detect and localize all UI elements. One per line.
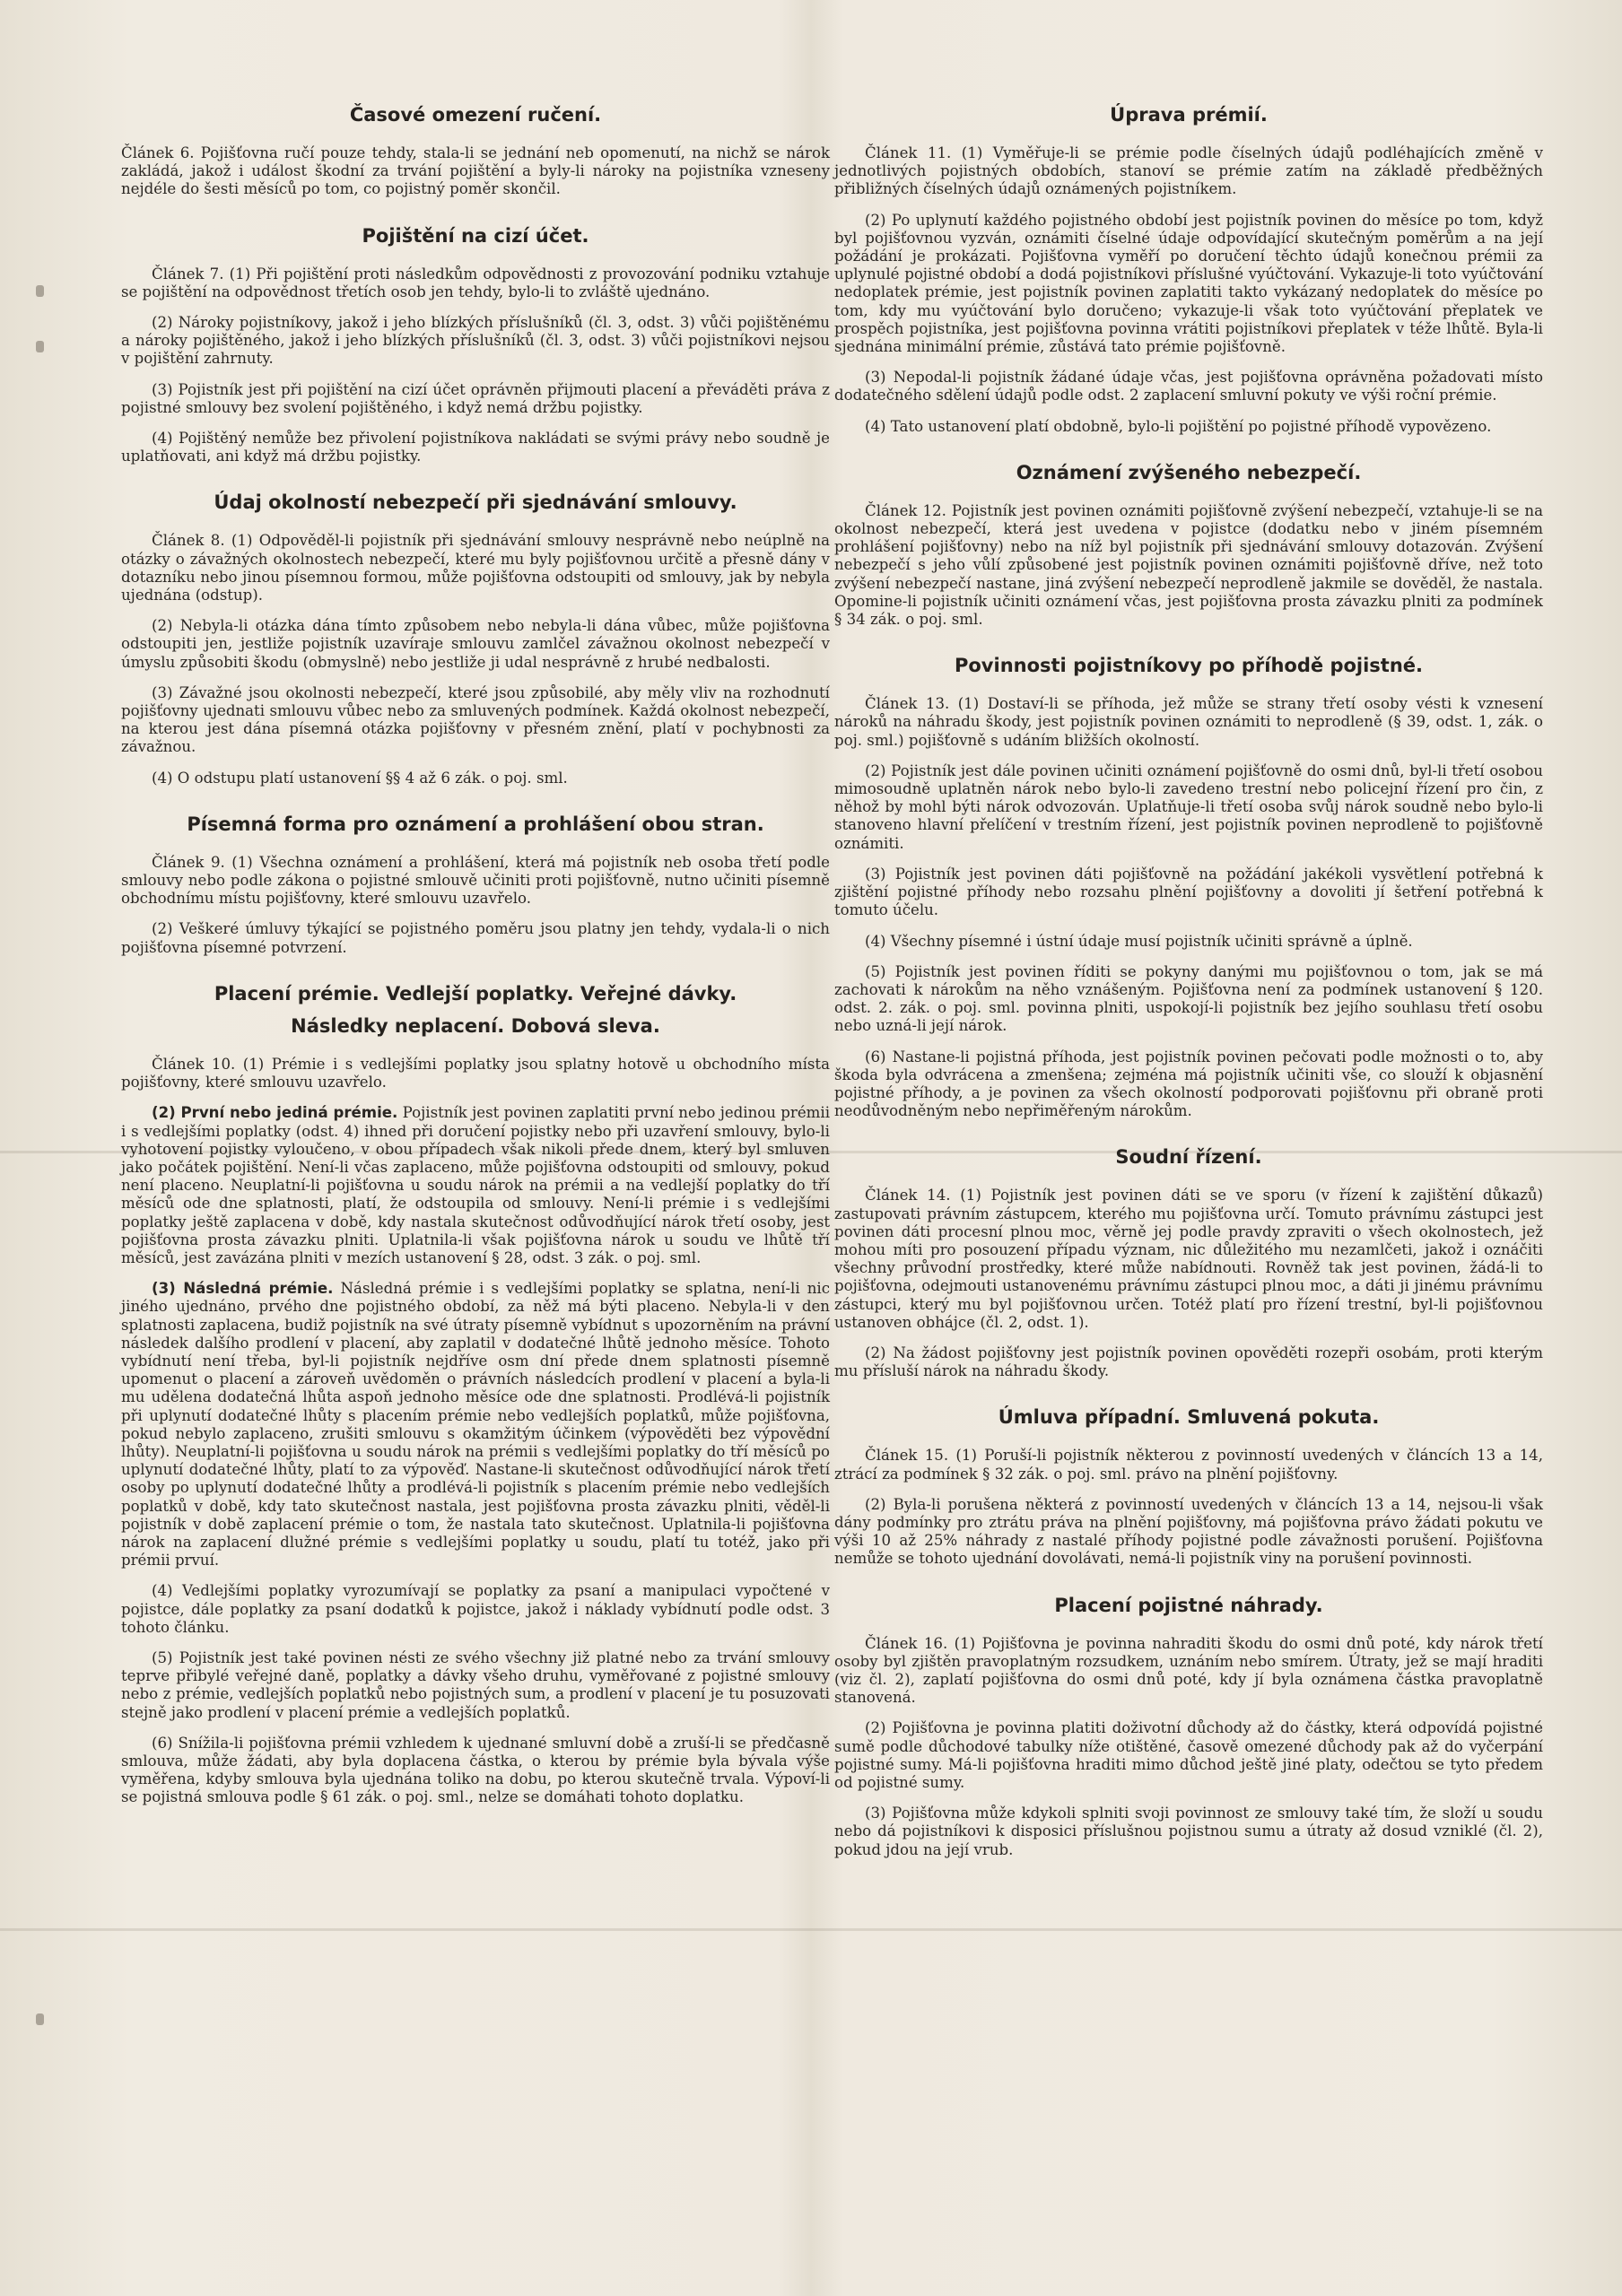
heading-soudni-rizeni: Soudní řízení. bbox=[1115, 1146, 1262, 1169]
article-10-2 bbox=[121, 1104, 830, 1267]
fold-line bbox=[0, 1928, 1622, 1931]
article-16-2: (2) Pojišťovna je povinna platiti doživotní důchody až do částky, která odpovídá pojistné sumě podle důchodové tabulky níže otištěné, časově omezené důchody pak až do vyčerpání pojistné sumy. Má-li pojišťovna hraditi mimo důchod ještě jiné platy, odečtou se tyto předem od pojistné sumy. bbox=[834, 1719, 1543, 1791]
article-14-2: (2) Na žádost pojišťovny jest pojistník povinen opověděti rozepři osobám, proti kterým mu přísluší nárok na náhradu škody. bbox=[834, 1344, 1543, 1380]
article-6: Článek 6. Pojišťovna ručí pouze tehdy, stala-li se jednání neb opomenutí, na nichž se nárok zakládá, jakož i událost škodní za trvání pojištění a byly-li nároky na pojistníka vzneseny nejdéle do šesti měsíců po tom, co pojistný poměr skončil. bbox=[121, 144, 830, 198]
article-7-2: (2) Nároky pojistníkovy, jakož i jeho blízkých příslušníků (čl. 3, odst. 3) vůči pojištěnému a nároky pojištěného, jakož i jeho blízkých příslušníků (čl. 3, odst. 3) vůči pojistníkovi nejsou v pojištění zahrnuty. bbox=[121, 314, 830, 368]
article-16-1: Článek 16. (1) Pojišťovna je povinna nahraditi škodu do osmi dnů poté, kdy nárok třetí osoby byl zjištěn pravoplatným rozsudkem, uznáním nebo smírem. Útraty, jež se mají hraditi (viz čl. 2), zaplatí pojišťovna do osmi dnů poté, kdy jí byla oznámena částka pravoplatně stanovená. bbox=[834, 1634, 1543, 1707]
article-15-2: (2) Byla-li porušena některá z povinností uvedených v článcích 13 a 14, nejsou-li však dány podmínky pro ztrátu práva na plnění pojišťovny, má pojišťovna právo žádati pokutu ve výši 10 až 25% náhrady z nastalé příhody pojistné podle závažnosti porušení. Pojišťovna nemůže se tohoto ujednání dovolávati, nemá-li pojistník viny na porušení povinnosti. bbox=[834, 1495, 1543, 1568]
heading-uprava-premii: Úprava prémií. bbox=[1110, 104, 1268, 126]
article-10-1: Článek 10. (1) Prémie i s vedlejšími poplatky jsou splatny hotově u obchodního místa pojišťovny, které smlouvu uzavřelo. bbox=[121, 1055, 830, 1091]
article-7-3: (3) Pojistník jest při pojištění na cizí účet oprávněn přijmouti placení a převáděti práva z pojistné smlouvy bez svolení pojištěného, i když nemá držbu pojistky. bbox=[121, 380, 830, 416]
heading-povinnosti-pojistnikovy: Povinnosti pojistníkovy po příhodě pojistné. bbox=[954, 655, 1424, 677]
heading-udaj-okolnosti: Údaj okolností nebezpečí při sjednávání smlouvy. bbox=[214, 491, 737, 514]
heading-placeni-nahrady: Placení pojistné náhrady. bbox=[1054, 1594, 1323, 1616]
punch-hole bbox=[36, 341, 44, 352]
heading-nasledky-neplaceni: Následky neplacení. Dobová sleva. bbox=[291, 1014, 660, 1037]
article-7-1: Článek 7. (1) Při pojištění proti následkům odpovědnosti z provozování podniku vztahuje se pojištění na odpovědnost třetích osob jen tehdy, bylo-li to zvláště ujednáno. bbox=[121, 265, 830, 300]
article-13-5: (5) Pojistník jest povinen říditi se pokyny danými mu pojišťovnou o tom, jak se má zachovati k nárokům na něho vznášeným. Pojišťovna není za podmínek ustanovení § 120. odst. 2. zák. o poj. sml. povinna plniti, uspokojí-li pojistník bez jejího souhlasu třetí osobu nebo uzná-li její nárok. bbox=[834, 962, 1543, 1035]
article-8-3: (3) Závažné jsou okolnosti nebezpečí, které jsou způsobilé, aby měly vliv na rozhodnutí pojišťovny ujednati smlouvu vůbec nebo za smluvených podmínek. Každá okolnost nebezpečí, na kterou jest dána písemná otázka pojišťovny v přesném znění, platí v pochybnosti za závažnou. bbox=[121, 683, 830, 756]
left-column bbox=[121, 103, 830, 1820]
article-13-6: (6) Nastane-li pojistná příhoda, jest pojistník povinen pečovati podle možnosti o to, aby škoda byla odvrácena a zmenšena; zejména má pojistník učiniti vše, co slouží k objasnění pojistné příhody, a je povinen za všech okolností podporovati pojišťovnu při obraně proti neodůvodněným nebo nepřiměřeným nárokům. bbox=[834, 1048, 1543, 1120]
article-10-6: (6) Snížila-li pojišťovna prémii vzhledem k ujednané smluvní době a zruší-li se předčasně smlouva, může žádati, aby byla doplacena částka, o kterou by prémie byla bývala výše vyměřena, kdyby smlouva byla ujednána toliko na dobu, po kterou skutečně trvala. Výpoví-li se pojistná smlouva podle § 61 zák. o poj. sml., nelze se domáhati tohoto doplatku. bbox=[121, 1734, 830, 1806]
punch-hole bbox=[36, 2013, 44, 2025]
article-8-4: (4) O odstupu platí ustanovení §§ 4 až 6 zák. o poj. sml. bbox=[152, 769, 568, 787]
heading-cizi-ucet: Pojištění na cizí účet. bbox=[362, 224, 589, 247]
article-12: Článek 12. Pojistník jest povinen oznámiti pojišťovně zvýšení nebezpečí, vztahuje-li se na okolnost nebezpečí, která jest uvedena v pojistce (dodatku nebo v jiném písemném prohlášení pojišťovny) nebo na níž byl pojistník při sjednávání smlouvy dotazován. Zvýšení nebezpečí s jeho vůlí způsobené jest pojistník povinen oznámiti pojišťovně dříve, než toto zvýšení nebezpečí nastane, jiná zvýšení nebezpečí neprodleně jakmile se dověděl, že nastala. Opomine-li pojistník učiniti oznámení včas, jest pojišťovna prosta závazku plniti za podmínek § 34 zák. o poj. sml. bbox=[834, 501, 1543, 629]
article-9-1: Článek 9. (1) Všechna oznámení a prohlášení, která má pojistník neb osoba třetí podle smlouvy nebo podle zákona o pojistné smlouvě učiniti proti pojišťovně, nutno učiniti písemně obchodnímu místu pojišťovny, které smlouvu uzavřelo. bbox=[121, 853, 830, 908]
article-9-2: (2) Veškeré úmluvy týkající se pojistného poměru jsou platny jen tehdy, vydala-li o nich pojišťovna písemné potvrzení. bbox=[121, 920, 830, 956]
article-11-3: (3) Nepodal-li pojistník žádané údaje včas, jest pojišťovna oprávněna požadovati místo dodatečného sdělení údajů podle odst. 2 zaplacení smluvní pokuty ve výši roční prémie. bbox=[834, 369, 1543, 404]
punch-hole bbox=[36, 285, 44, 297]
article-10-3 bbox=[121, 1280, 830, 1570]
article-10-3-text: Následná prémie i s vedlejšími poplatky se splatna, není-li nic jiného ujednáno, prvého dne pojistného období, za něž má býti placeno. Nebyla-li v den splatnosti zaplacena, budiž pojistník na své útraty písemně vybídnut s upozorněním na právní následek dalšího prodlení v placení, aby zaplatil v dodatečné lhůtě jednoho měsíce. Tohoto vybídnutí není třeba, byl-li pojistník nejdříve osm dní přede dnem splatnosti písemně upomenut o placení a zároveň uvědoměn o právních následcích prodlení v placení a byla-li mu udělena dodatečná lhůta aspoň jednoho měsíce ode dne splatnosti. Prodlévá-li pojistník při uplynutí dodatečné lhůty s placením prémie nebo vedlejších poplatků, může pojišťovna, pokud nebylo zaplaceno, zrušiti smlouvu s okamžitým účinkem (výpověděti bez výpovědní lhůty). Neuplatní-li pojišťovna u soudu nárok na prémii s vedlejšími poplatky do tří měsíců po uplynutí dodatečné lhůty, platí to za výpověď. Nastane-li skutečnost odůvodňující nárok třetí osoby po uplynutí dodatečné lhůty a prodlévá-li pojistník s placením prémie nebo vedlejších poplatků v době, kdy tato skutečnost nastala, jest pojišťovna prosta závazku plniti, věděl-li pojistník v době zaplacení prémie o tom, že nastala tato skutečnost. Uplatnila-li pojišťovna nárok na zaplacení dlužné prémie s vedlejšími poplatky u soudu, platí tu totéž, jako při prémii prvuí. bbox=[121, 1280, 830, 1570]
article-10-3-lead: (3) Následná prémie. bbox=[152, 1280, 334, 1298]
article-13-4: (4) Všechny písemné i ústní údaje musí pojistník učiniti správně a úplně. bbox=[865, 932, 1413, 950]
article-10-5: (5) Pojistník jest také povinen nésti ze svého všechny již platné nebo za trvání smlouvy teprve přibylé veřejné daně, poplatky a dávky všeho druhu, vyměřované z pojistné smlouvy nebo z prémie, vedlejších poplatků nebo pojistných sum, a prodlení v placení je tu posuzovati stejně jako prodlení v placení prémie a vedlejších poplatků. bbox=[121, 1648, 830, 1721]
article-10-4: (4) Vedlejšími poplatky vyrozumívají se poplatky za psaní a manipulaci vypočtené v pojistce, dále poplatky za psaní dodatků k pojistce, jakož i náklady vybídnutí podle odst. 3 tohoto článku. bbox=[121, 1582, 830, 1636]
article-10-2-lead: (2) První nebo jediná prémie. bbox=[152, 1104, 398, 1122]
article-8-2: (2) Nebyla-li otázka dána tímto způsobem nebo nebyla-li dána vůbec, může pojišťovna odstoupiti jen, jestliže pojistník uzavíraje smlouvu zamlčel závažnou okolnost nebezpečí v úmyslu způsobiti škodu (obmyslně) nebo jestliže ji udal nesprávně z hrubé nedbalosti. bbox=[121, 617, 830, 671]
heading-placeni-premie: Placení prémie. Vedlejší poplatky. Veřejné dávky. bbox=[214, 982, 737, 1004]
heading-casove-omezeni: Časové omezení ručení. bbox=[349, 104, 602, 126]
article-8-1: Článek 8. (1) Odpověděl-li pojistník při sjednávání smlouvy nesprávně nebo neúplně na otázky o závažných okolnostech nebezpečí, které mu byly pojišťovnou určitě a přesně dány v dotazníku nebo jinou písemnou formou, může pojišťovna odstoupiti od smlouvy, jak by nebyla ujednána (odstup). bbox=[121, 532, 830, 604]
heading-umluva-pripadni: Úmluva případní. Smluvená pokuta. bbox=[998, 1406, 1380, 1429]
article-13-2: (2) Pojistník jest dále povinen učiniti oznámení pojišťovně do osmi dnů, byl-li třetí osobou mimosoudně uplatněn nárok nebo bylo-li zavedeno trestní nebo policejní řízení pro čin, z něhož by mohl býti nárok odvozován. Uplatňuje-li třetí osoba svůj nárok soudně nebo bylo-li stanoveno hlavní přelíčení v trestním řízení, jest pojistník povinen neprodleně to pojišťovně oznámiti. bbox=[834, 761, 1543, 852]
article-13-3: (3) Pojistník jest povinen dáti pojišťovně na požádání jakékoli vysvětlení potřebná k zjištění pojistné příhody nebo rozsahu plnění pojišťovny a dovoliti jí šetření potřebná k tomuto účelu. bbox=[834, 865, 1543, 919]
right-column bbox=[834, 103, 1543, 1872]
article-14-1: Článek 14. (1) Pojistník jest povinen dáti se ve sporu (v řízení k zajištění důkazů) zastupovati právním zástupcem, kterého mu pojišťovna určí. Tomuto právnímu zástupci jest povinen dáti procesní plnou moc, věrně jej podle pravdy zpraviti o všech okolnostech, jež mohou míti pro posouzení případu význam, nic důležitého mu nezamlčeti, jakož i oznáčiti všechny průvodní prostředky, které může nabídnouti. Rovněž tak jest povinen, žádá-li to pojišťovna, odejmouti ustanovenému právnímu zástupci plnou moc, a dáti ji jinému právnímu zástupci, který mu byl pojišťovnou určen. Totéž platí pro řízení trestní, byl-li pojišťovnou ustanoven obhájce (čl. 2, odst. 1). bbox=[834, 1187, 1543, 1331]
article-11-2: (2) Po uplynutí každého pojistného období jest pojistník povinen do měsíce po tom, když byl pojišťovnou vyzván, oznámiti číselné údaje odpovídající skutečným poměrům a na její požádání je prokázati. Pojišťovna vyměří po doručení těchto údajů konečnou prémii za uplynulé pojistné období a dodá pojistníkovi příslušné vyúčtování. Vykazuje-li toto vyúčtování nedoplatek prémie, jest pojistník povinen zaplatiti takto vykázaný nedoplatek do měsíce po tom, kdy mu vyúčtování bylo doručeno; vykazuje-li však toto vyúčtování přeplatek ve prospěch pojistníka, jest pojišťovna povinna vrátiti pojistníkovi přeplatek v téže lhůtě. Byla-li sjednána minimální prémie, zůstává tato prémie pojišťovně. bbox=[834, 211, 1543, 356]
article-10-2-text: Pojistník jest povinen zaplatiti první nebo jedinou prémii i s vedlejšími poplatky (odst. 4) ihned při doručení pojistky nebo při uzavření smlouvy, bylo-li vyhotovení pojistky vyloučeno, v obou případech však nikoli přede dnem, který byl smluven jako počátek pojištění. Není-li včas zaplaceno, může pojišťovna odstoupiti od smlouvy, pokud není placeno. Neuplatní-li pojišťovna u soudu nárok na prémii a na vedlejší poplatky do tří měsíců ode dne splatnosti, platí, že odstoupila od smlouvy. Není-li prémie i s vedlejšími poplatky ještě zaplacena v době, kdy nastala skutečnost odůvodňující nárok třetí osoby, jest pojišťovna prosta závazku plniti. Uplatnila-li však pojišťovna nárok u soudu ve lhůtě tří měsíců, jest zavázána plniti v mezích ustanovení § 28, odst. 3 zák. o poj. sml. bbox=[121, 1104, 831, 1266]
article-13-1: Článek 13. (1) Dostaví-li se příhoda, jež může se strany třetí osoby vésti k vznesení nároků na náhradu škody, jest pojistník povinen oznámiti to neprodleně (§ 39, odst. 1, zák. o poj. sml.) pojišťovně s udáním bližších okolností. bbox=[834, 695, 1543, 749]
article-11-1: Článek 11. (1) Vyměřuje-li se prémie podle číselných údajů podléhajících změně v jednotlivých pojistných obdobích, stanoví se prémie zatím na základě předběžných přibližných číselných údajů oznámených pojistníkem. bbox=[834, 144, 1543, 198]
heading-oznameni-nebezpeci: Oznámení zvýšeného nebezpečí. bbox=[1016, 461, 1362, 483]
heading-pisemna-forma: Písemná forma pro oznámení a prohlášení obou stran. bbox=[187, 813, 764, 835]
article-16-3: (3) Pojišťovna může kdykoli splniti svoji povinnost ze smlouvy také tím, že složí u soudu nebo dá pojistníkovi k disposici příslušnou pojistnou sumu a útraty až dosud vzniklé (čl. 2), pokud jdou na její vrub. bbox=[834, 1805, 1543, 1858]
article-15-1: Článek 15. (1) Poruší-li pojistník některou z povinností uvedených v článcích 13 a 14, ztrácí za podmínek § 32 zák. o poj. sml. právo na plnění pojišťovny. bbox=[834, 1447, 1543, 1483]
article-11-4: (4) Tato ustanovení platí obdobně, bylo-li pojištění po pojistné příhodě vypovězeno. bbox=[865, 417, 1492, 435]
article-7-4: (4) Pojištěný nemůže bez přivolení pojistníkova nakládati se svými právy nebo soudně je uplatňovati, ani když má držbu pojistky. bbox=[121, 430, 830, 465]
